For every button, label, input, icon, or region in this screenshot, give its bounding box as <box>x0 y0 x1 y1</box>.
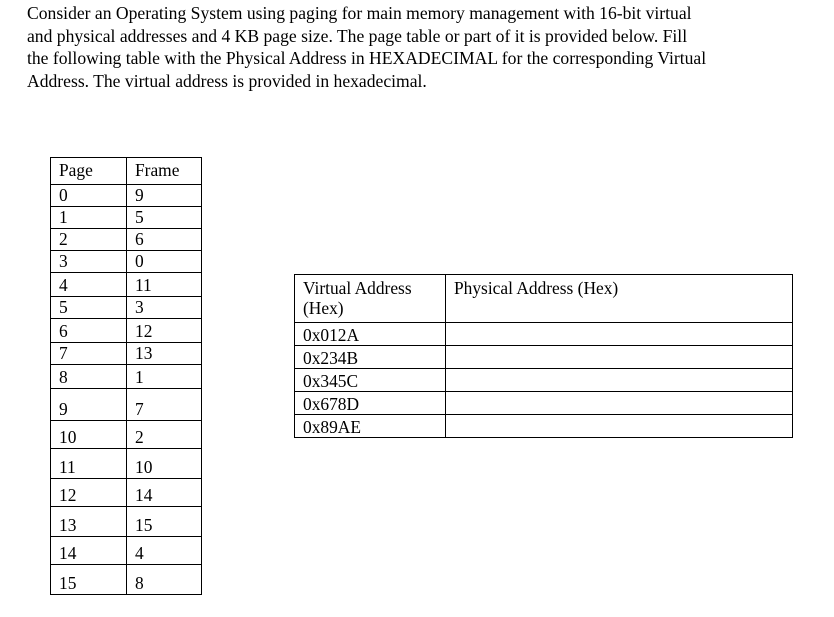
page-number-cell: 8 <box>51 365 127 389</box>
page-table-row <box>51 229 202 251</box>
physical-address-column-header: Physical Address (Hex) <box>446 275 793 323</box>
page-table-row <box>51 479 202 507</box>
physical-address-cell[interactable] <box>446 369 793 392</box>
page-number-cell: 3 <box>51 251 127 273</box>
address-table-row <box>295 323 793 346</box>
page-number-cell: 1 <box>51 207 127 229</box>
question-line: and physical addresses and 4 KB page size. The page table or part of it is provided below. Fill <box>27 25 688 46</box>
address-table-header-row <box>295 275 793 323</box>
virtual-address-cell: 0x345C <box>295 369 446 392</box>
frame-number-cell: 5 <box>127 207 202 229</box>
frame-number-cell: 12 <box>127 319 202 343</box>
page-number-cell: 6 <box>51 319 127 343</box>
frame-number-cell: 10 <box>127 449 202 479</box>
frame-number-cell: 6 <box>127 229 202 251</box>
page-number-cell: 14 <box>51 537 127 565</box>
physical-address-cell[interactable] <box>446 392 793 415</box>
virtual-address-cell: 0x89AE <box>295 415 446 438</box>
page-table-row <box>51 207 202 229</box>
address-table-body <box>295 323 793 438</box>
question-line: the following table with the Physical Address in HEXADECIMAL for the corresponding Virtual <box>27 48 707 68</box>
page-table-row <box>51 389 202 421</box>
frame-number-cell: 15 <box>127 507 202 537</box>
page-number-cell: 5 <box>51 297 127 319</box>
frame-number-cell: 3 <box>127 297 202 319</box>
page-column-header: Page <box>51 158 127 185</box>
page-number-cell: 11 <box>51 449 127 479</box>
frame-number-cell: 11 <box>127 273 202 297</box>
frame-number-cell: 7 <box>127 389 202 421</box>
virtual-address-cell: 0x678D <box>295 392 446 415</box>
page-number-cell: 0 <box>51 185 127 207</box>
question-line: Address. The virtual address is provided in hexadecimal. <box>27 70 427 91</box>
page-table-row <box>51 537 202 565</box>
virtual-address-cell: 0x012A <box>295 323 446 346</box>
address-table-row <box>295 369 793 392</box>
frame-column-header: Frame <box>127 158 202 185</box>
physical-address-cell[interactable] <box>446 323 793 346</box>
address-table-row <box>295 392 793 415</box>
physical-address-cell[interactable] <box>446 415 793 438</box>
frame-number-cell: 1 <box>127 365 202 389</box>
page-table <box>50 157 202 595</box>
frame-number-cell: 4 <box>127 537 202 565</box>
frame-number-cell: 2 <box>127 421 202 449</box>
page-number-cell: 12 <box>51 479 127 507</box>
address-translation-table <box>294 274 793 438</box>
page-table-row <box>51 507 202 537</box>
physical-address-cell[interactable] <box>446 346 793 369</box>
page-table-row <box>51 565 202 595</box>
virtual-address-cell: 0x234B <box>295 346 446 369</box>
frame-number-cell: 13 <box>127 343 202 365</box>
page-table-row <box>51 343 202 365</box>
page-number-cell: 15 <box>51 565 127 595</box>
page-table-row <box>51 365 202 389</box>
page-number-cell: 2 <box>51 229 127 251</box>
page-number-cell: 7 <box>51 343 127 365</box>
page-number-cell: 9 <box>51 389 127 421</box>
page-table-row <box>51 449 202 479</box>
frame-number-cell: 0 <box>127 251 202 273</box>
frame-number-cell: 14 <box>127 479 202 507</box>
page-number-cell: 4 <box>51 273 127 297</box>
page-table-row <box>51 185 202 207</box>
page-table-header-row <box>51 158 202 185</box>
page-table-row <box>51 273 202 297</box>
address-table-row <box>295 415 793 438</box>
page-number-cell: 13 <box>51 507 127 537</box>
page-table-row <box>51 297 202 319</box>
page-number-cell: 10 <box>51 421 127 449</box>
frame-number-cell: 9 <box>127 185 202 207</box>
address-table-row <box>295 346 793 369</box>
page-table-row <box>51 319 202 343</box>
frame-number-cell: 8 <box>127 565 202 595</box>
page-table-row <box>51 251 202 273</box>
page-table-body <box>51 185 202 595</box>
question-line: Consider an Operating System using paging for main memory management with 16-bit virtual <box>27 3 692 23</box>
virtual-address-column-header: Virtual Address (Hex) <box>295 275 446 323</box>
question-text <box>27 2 827 92</box>
page-table-row <box>51 421 202 449</box>
